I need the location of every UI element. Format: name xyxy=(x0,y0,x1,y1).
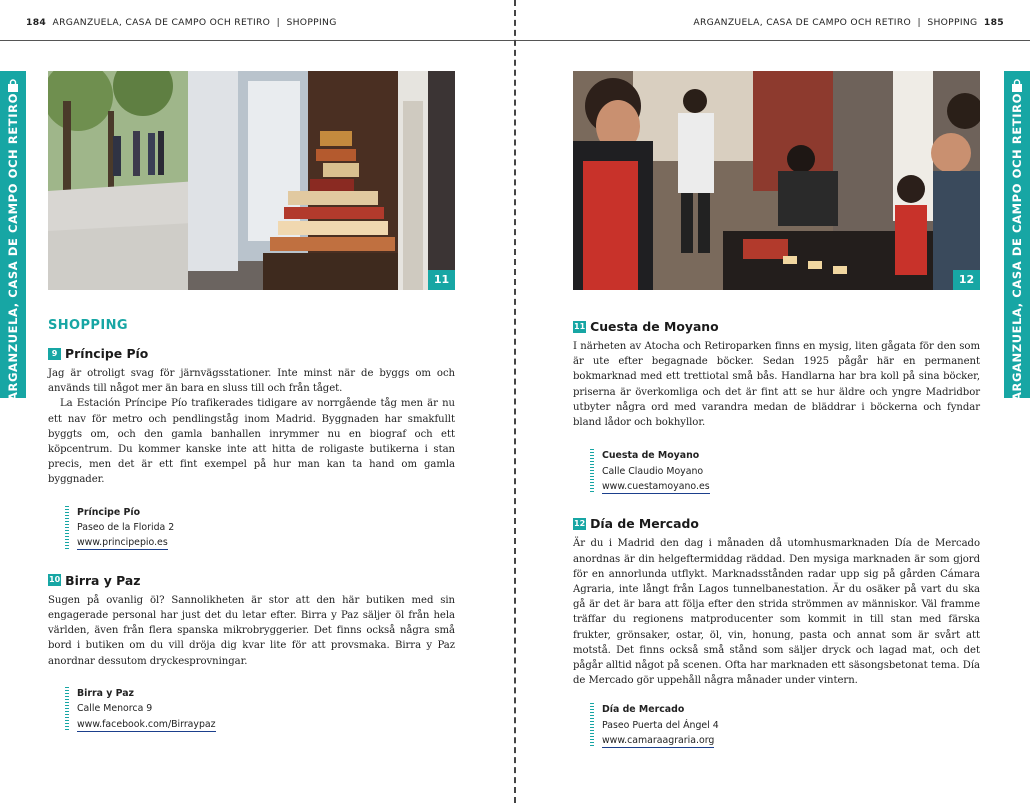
info-box xyxy=(590,702,980,748)
info-name: Birra y Paz xyxy=(77,687,134,699)
paragraph: Jag är otroligt svag för järnvägsstationer. Inte minst när de byggs om och används till något mer än bara en sluss till och från tåget. xyxy=(48,368,455,395)
entry-title-text: Príncipe Pío xyxy=(65,346,149,361)
entry-body xyxy=(48,366,455,488)
right-side-tab xyxy=(1004,71,1030,401)
entry-dia-de-mercado xyxy=(573,516,980,748)
left-page xyxy=(0,0,514,803)
right-running-head-section: SHOPPING xyxy=(927,17,978,28)
entry-body xyxy=(48,593,455,669)
info-name: Cuesta de Moyano xyxy=(602,450,700,462)
entry-title-text: Día de Mercado xyxy=(590,516,699,532)
paragraph: La Estación Príncipe Pío trafikerades tidigare av norrgående tåg men är nu ett nav för metro och pendlingståg inom Madrid. Byggnaden har smakfullt byggts om, och den gamla banhallen inrymmer nu en biograf och ett köpcentrum. Du kommer kanske inte att hitta de roligaste butikerna i stan precis, men det är ett fint exempel på hur man kan ta hand om gamla byggnader. xyxy=(48,398,455,486)
right-page xyxy=(516,0,1030,803)
section-heading: SHOPPING xyxy=(48,318,128,333)
info-name: Príncipe Pío xyxy=(77,506,141,518)
book-market-image xyxy=(48,71,455,290)
photo-book-market xyxy=(48,71,455,290)
market-stall-image xyxy=(573,71,980,290)
entry-number-badge: 9 xyxy=(48,348,61,360)
photo-market-stall xyxy=(573,71,980,290)
right-running-head: ARGANZUELA, CASA DE CAMPO OCH RETIRO | SHOPPING 185 xyxy=(693,17,1004,28)
photo-number-badge: 11 xyxy=(428,270,455,290)
info-address: Paseo de la Florida 2 xyxy=(77,522,175,534)
info-website-link[interactable]: www.facebook.com/Birraypaz xyxy=(77,718,216,730)
paragraph: I närheten av Atocha och Retiroparken finns en mysig, liten gågata för den som är ute efter begagnade böcker. Sedan 1925 pågår här en permanent bokmarknad med ett trettiotal små bås. Handlarna har bra koll på sina böcker, priserna är överkomliga och det är fint att se hur äldre och yngre Madridbor utbyter några ord med varandra medan de bläddrar i böckerna och fyndar bland lådor och bokhyllor. xyxy=(573,341,980,429)
right-content xyxy=(573,319,980,749)
shopping-bag-icon xyxy=(6,79,20,93)
info-box xyxy=(65,505,455,551)
entry-title xyxy=(573,319,980,334)
info-website-link[interactable]: www.principepio.es xyxy=(77,537,168,549)
entry-title-text: Cuesta de Moyano xyxy=(590,319,719,334)
paragraph: Sugen på ovanlig öl? Sannolikheten är stor att den här butiken med sin engagerade personal har just det du letar efter. Birra y Paz säljer öl från hela världen, även från flera spanska mikrobryggerier. Det finns också några små bord i butiken om du vill dröja dig kvar lite för att provsmaka. Birra y Paz anordnar dessutom dryckesprovningar. xyxy=(48,594,455,667)
left-content xyxy=(48,318,455,732)
left-running-head: 184 ARGANZUELA, CASA DE CAMPO OCH RETIRO | SHOPPING xyxy=(26,17,337,28)
right-page-number: 185 xyxy=(983,17,1004,28)
left-side-tab xyxy=(0,71,26,401)
right-header-rule xyxy=(516,40,1030,41)
info-website-link[interactable]: www.cuestamoyano.es xyxy=(602,481,710,493)
entry-number-badge: 10 xyxy=(49,575,61,585)
info-address: Calle Menorca 9 xyxy=(77,703,153,715)
left-page-number: 184 xyxy=(26,17,47,28)
right-running-head-title: ARGANZUELA, CASA DE CAMPO OCH RETIRO xyxy=(693,17,912,28)
info-website-link[interactable]: www.camaraagraria.org xyxy=(602,735,715,747)
entry-title xyxy=(48,573,455,588)
entry-cuesta-de-moyano xyxy=(573,319,980,494)
entry-principe-pio xyxy=(48,346,455,551)
left-header-rule xyxy=(0,40,514,41)
entry-title xyxy=(573,516,980,531)
entry-body xyxy=(573,536,980,688)
entry-body xyxy=(573,339,980,430)
entry-birra-y-paz xyxy=(48,573,455,732)
entry-number-badge: 11 xyxy=(574,321,586,331)
left-running-head-title: ARGANZUELA, CASA DE CAMPO OCH RETIRO xyxy=(52,17,271,28)
info-box xyxy=(590,448,980,494)
info-box xyxy=(65,686,455,732)
info-address: Calle Claudio Moyano xyxy=(602,465,704,477)
entry-title-text: Birra y Paz xyxy=(65,572,141,588)
left-side-tab-label: ARGANZUELA, CASA DE CAMPO OCH RETIRO xyxy=(6,93,20,401)
paragraph: Är du i Madrid den dag i månaden då utomhusmarknaden Día de Mercado anordnas är din helgeftermiddag räddad. Den mysiga marknaden är som gjord för en annorlunda utflykt. Marknadsstånden radar upp sig på gården Cámara Agraria, inte långt från Lagos tunnelbanestation. Är du osäker på vart du ska gå är det är bara att följa efter den strida strömmen av människor. Väl framme träffar du regionens matproducenter som kommit in till stan med färska frukter, grönsaker, ostar, öl, vin, honung, pasta och annat som är svårt att motstå. Det finns också små stånd som säljer dryck och lagad mat, och det pågår alltid något på scenen. Ofta har marknaden ett säsongsbetonat tema. Día de Mercado gör uppehåll några månader under vintern. xyxy=(573,538,980,687)
photo-number-badge: 12 xyxy=(953,270,980,290)
info-name: Día de Mercado xyxy=(602,704,685,716)
shopping-bag-icon xyxy=(1010,79,1024,93)
entry-number-badge: 12 xyxy=(574,518,586,528)
info-address: Paseo Puerta del Ángel 4 xyxy=(602,719,719,731)
left-running-head-section: SHOPPING xyxy=(286,17,337,28)
entry-title xyxy=(48,346,455,361)
right-side-tab-label: ARGANZUELA, CASA DE CAMPO OCH RETIRO xyxy=(1010,93,1024,401)
